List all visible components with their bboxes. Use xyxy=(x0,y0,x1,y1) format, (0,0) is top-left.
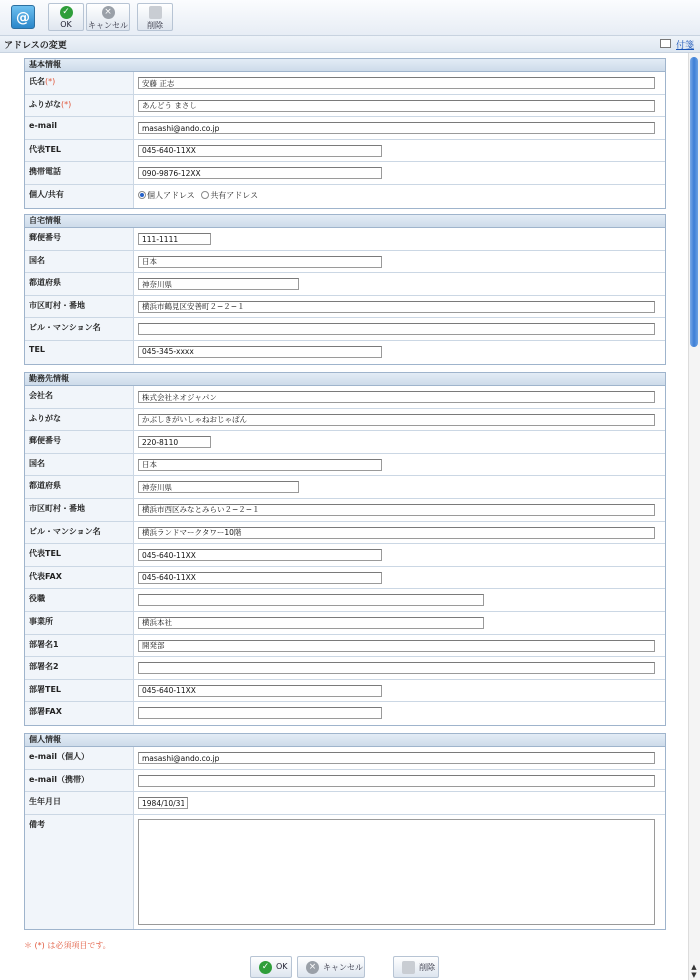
home-building-input[interactable] xyxy=(138,323,655,335)
required-mark: (*) xyxy=(61,99,72,109)
radio-label: 共有アドレス xyxy=(210,190,259,200)
dept-tel-input[interactable] xyxy=(138,685,382,697)
work-fax-input[interactable] xyxy=(138,572,382,584)
page-title: アドレスの変更 xyxy=(4,41,67,51)
form-row-share xyxy=(25,185,665,208)
form-row-office xyxy=(25,612,665,635)
field-label: 氏名 xyxy=(29,77,45,86)
office-input[interactable] xyxy=(138,617,484,629)
section-personal-info xyxy=(24,733,666,930)
form-row-work-city xyxy=(25,499,665,522)
section-basic-info xyxy=(24,58,666,209)
field-label: ビル・マンション名 xyxy=(25,318,134,340)
scroll-down-arrow-icon[interactable]: ▼ xyxy=(691,971,697,979)
bottom-ok-button[interactable]: ✓ OK xyxy=(250,956,292,978)
section-home-info xyxy=(24,214,666,365)
memo-textarea[interactable] xyxy=(138,819,655,925)
form-row-email-personal xyxy=(25,747,665,770)
field-label: 会社名 xyxy=(25,386,134,408)
form-row-email xyxy=(25,117,665,140)
form-row-memo xyxy=(25,815,665,929)
form-row-kana xyxy=(25,95,665,118)
form-row-city xyxy=(25,296,665,319)
work-building-input[interactable] xyxy=(138,527,655,539)
section-title: 基本情報 xyxy=(25,59,665,72)
field-label: 個人/共有 xyxy=(25,185,134,208)
field-label: 事業所 xyxy=(25,612,134,634)
dept-fax-input[interactable] xyxy=(138,707,382,719)
toolbar xyxy=(0,0,700,36)
check-icon: ✓ xyxy=(60,6,73,19)
home-zip-input[interactable] xyxy=(138,233,211,245)
kana-input[interactable] xyxy=(138,100,655,112)
form-row-work-pref xyxy=(25,476,665,499)
field-label: e-mail（個人） xyxy=(25,747,134,769)
cancel-icon: × xyxy=(306,961,319,974)
form-row-name xyxy=(25,72,665,95)
form-row-country xyxy=(25,251,665,274)
trash-icon xyxy=(149,6,162,19)
field-label: 都道府県 xyxy=(25,476,134,498)
field-label: 部署TEL xyxy=(25,680,134,702)
mobile-input[interactable] xyxy=(138,167,382,179)
cancel-icon: × xyxy=(102,6,115,19)
field-label: 代表TEL xyxy=(25,140,134,162)
company-kana-input[interactable] xyxy=(138,414,655,426)
field-label: 国名 xyxy=(25,251,134,273)
work-tel-input[interactable] xyxy=(138,549,382,561)
bottom-delete-button[interactable]: 削除 xyxy=(393,956,439,978)
form-row-position xyxy=(25,589,665,612)
radio-label: 個人アドレス xyxy=(147,190,195,200)
field-label: e-mail xyxy=(25,117,134,139)
field-label: 国名 xyxy=(25,454,134,476)
work-country-input[interactable] xyxy=(138,459,382,471)
form-row-building xyxy=(25,318,665,341)
field-label: 部署名1 xyxy=(25,635,134,657)
check-icon: ✓ xyxy=(259,961,272,974)
field-label: ふりがな xyxy=(29,99,61,109)
company-input[interactable] xyxy=(138,391,655,403)
field-label: 備考 xyxy=(25,815,134,929)
field-label: 郵便番号 xyxy=(25,228,134,250)
dept1-input[interactable] xyxy=(138,640,655,652)
form-row-home-tel xyxy=(25,341,665,364)
field-label: 部署FAX xyxy=(25,702,134,725)
form-row-work-building xyxy=(25,522,665,545)
field-label: 代表FAX xyxy=(25,567,134,589)
position-input[interactable] xyxy=(138,594,484,606)
email-mobile-input[interactable] xyxy=(138,775,655,787)
title-bar xyxy=(0,36,700,53)
form-row-work-tel xyxy=(25,544,665,567)
tel-input[interactable] xyxy=(138,145,382,157)
home-city-input[interactable] xyxy=(138,301,655,313)
field-label: 生年月日 xyxy=(25,792,134,814)
form-row-company-kana xyxy=(25,409,665,432)
section-title: 個人情報 xyxy=(25,734,665,747)
work-zip-input[interactable] xyxy=(138,436,211,448)
form-row-zip xyxy=(25,228,665,251)
trash-icon xyxy=(402,961,415,974)
form-row-work-zip xyxy=(25,431,665,454)
form-row-tel xyxy=(25,140,665,163)
name-input[interactable] xyxy=(138,77,655,89)
form-row-dept2 xyxy=(25,657,665,680)
field-label: 市区町村・番地 xyxy=(25,499,134,521)
form-row-work-fax xyxy=(25,567,665,590)
delete-button[interactable]: 削除 xyxy=(137,3,173,31)
ok-button[interactable]: ✓ OK xyxy=(48,3,84,31)
field-label: 部署名2 xyxy=(25,657,134,679)
share-radio-group xyxy=(138,190,258,201)
home-tel-input[interactable] xyxy=(138,346,382,358)
field-label: TEL xyxy=(25,341,134,364)
memo-icon[interactable] xyxy=(660,39,671,48)
section-work-info xyxy=(24,372,666,726)
email-input[interactable] xyxy=(138,122,655,134)
memo-link[interactable]: 付箋 xyxy=(676,41,695,51)
cancel-button[interactable]: × キャンセル xyxy=(86,3,130,31)
required-note: ＊ (*) は必須項目です。 xyxy=(24,941,111,950)
dept2-input[interactable] xyxy=(138,662,655,674)
required-mark: (*) xyxy=(45,77,56,86)
home-pref-input[interactable] xyxy=(138,278,299,290)
section-title: 勤務先情報 xyxy=(25,373,665,386)
field-label: ビル・マンション名 xyxy=(25,522,134,544)
email-personal-input[interactable] xyxy=(138,752,655,764)
form-row-dept1 xyxy=(25,635,665,658)
form-row-company xyxy=(25,386,665,409)
field-label: 郵便番号 xyxy=(25,431,134,453)
field-label: 携帯電話 xyxy=(25,162,134,184)
field-label: 都道府県 xyxy=(25,273,134,295)
form-row-email-mobile xyxy=(25,770,665,793)
form-row-birthday xyxy=(25,792,665,815)
field-label: e-mail（携帯） xyxy=(25,770,134,792)
form-row-pref xyxy=(25,273,665,296)
bottom-cancel-button[interactable]: × キャンセル xyxy=(297,956,365,978)
field-label: ふりがな xyxy=(25,409,134,431)
radio-shared[interactable] xyxy=(201,191,209,199)
work-city-input[interactable] xyxy=(138,504,655,516)
radio-personal[interactable] xyxy=(138,191,146,199)
home-country-input[interactable] xyxy=(138,256,382,268)
form-row-work-country xyxy=(25,454,665,477)
scrollbar-thumb[interactable] xyxy=(690,57,698,347)
work-pref-input[interactable] xyxy=(138,481,299,493)
birthday-input[interactable] xyxy=(138,797,188,809)
form-row-mobile xyxy=(25,162,665,185)
section-title: 自宅情報 xyxy=(25,215,665,228)
field-label: 役職 xyxy=(25,589,134,611)
scroll-up-arrow-icon[interactable]: ▲ xyxy=(691,963,697,971)
address-book-icon: @ xyxy=(11,5,35,29)
form-row-dept-tel xyxy=(25,680,665,703)
form-row-dept-fax xyxy=(25,702,665,725)
field-label: 代表TEL xyxy=(25,544,134,566)
field-label: 市区町村・番地 xyxy=(25,296,134,318)
